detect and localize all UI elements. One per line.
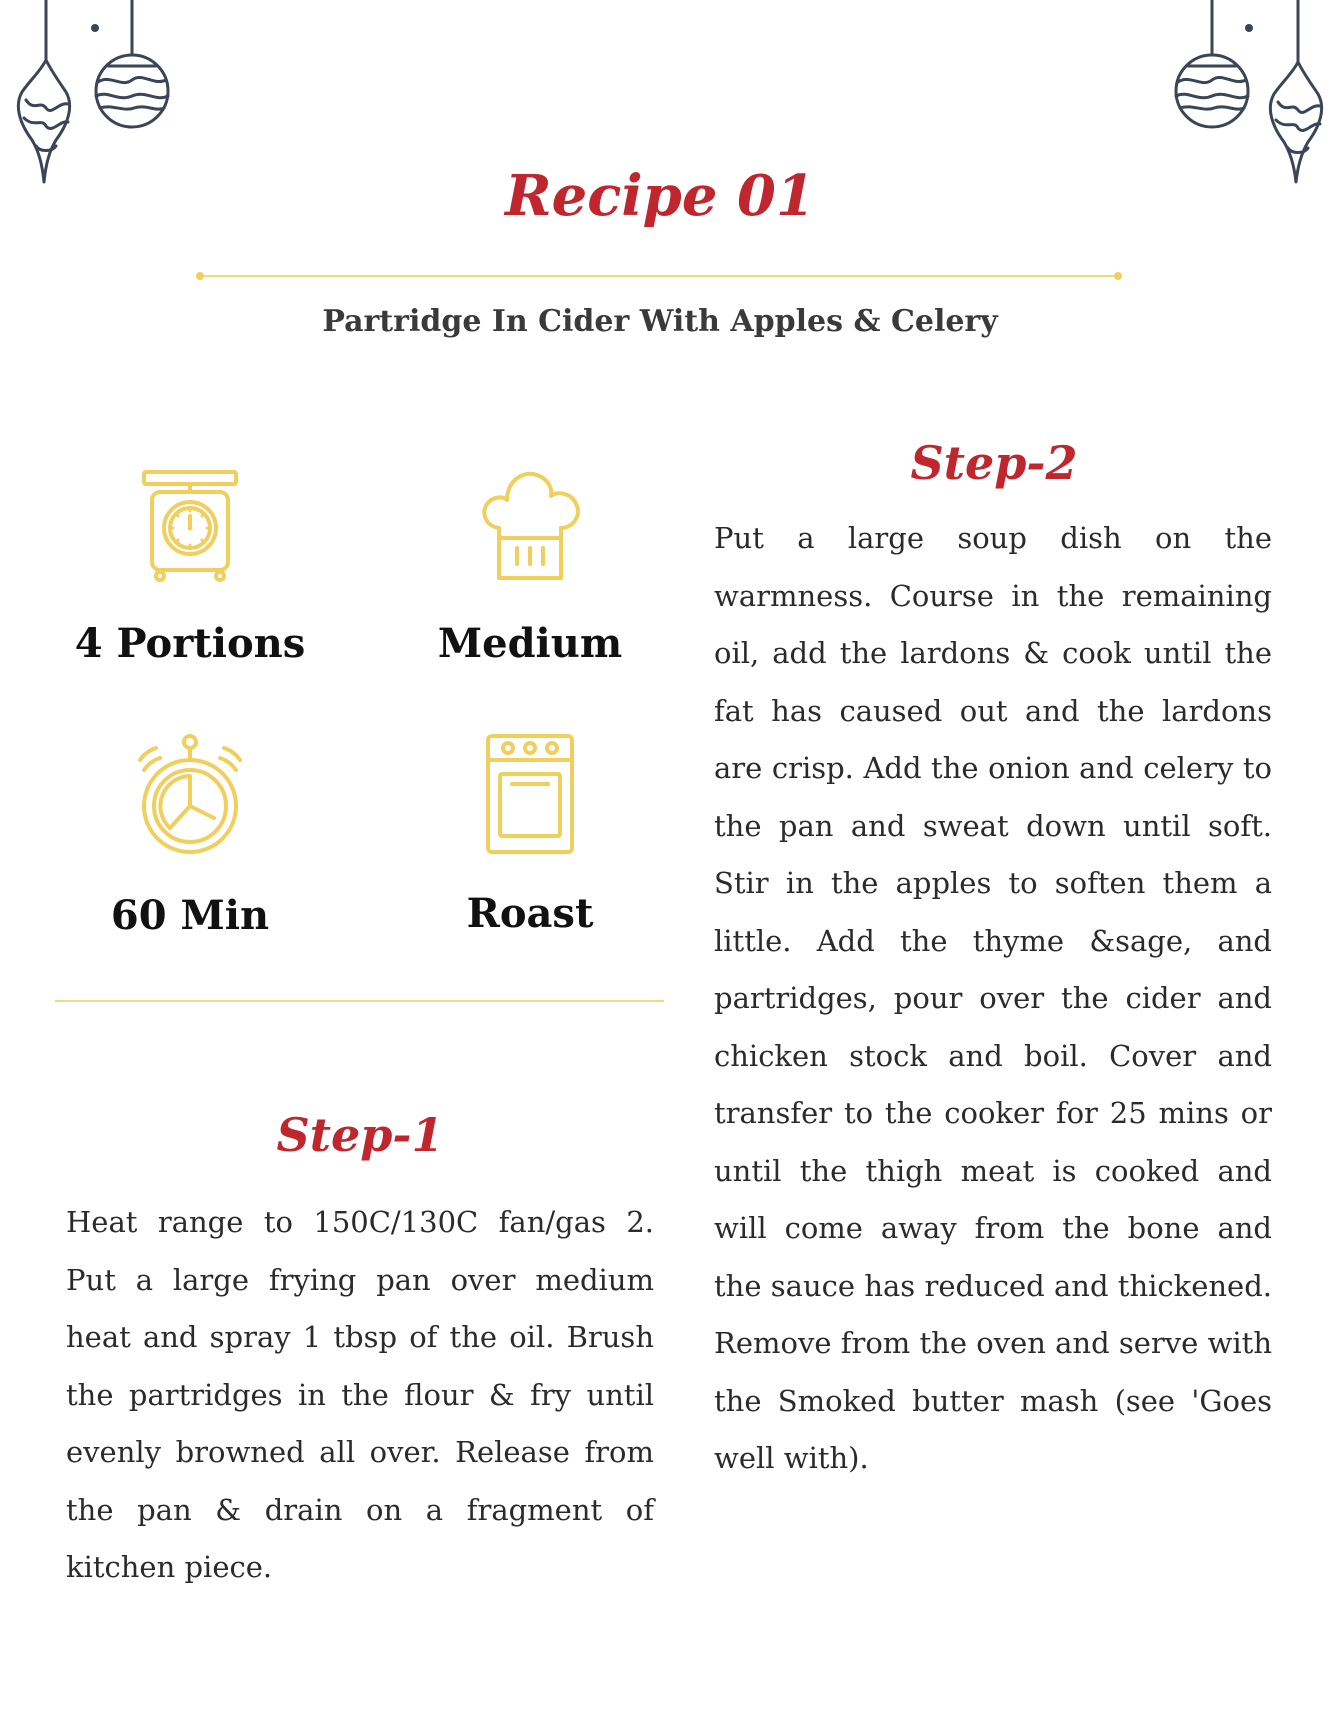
chef-hat-icon	[477, 466, 583, 586]
step-1-heading: Step-1	[276, 1108, 444, 1162]
hanging-ornaments-right-icon	[1154, 0, 1344, 190]
kitchen-scale-icon	[140, 466, 240, 586]
recipe-title: Recipe 01	[505, 163, 815, 229]
fact-method	[370, 732, 690, 937]
step-1-text: Heat range to 150C/130C fan/gas 2. Put a large frying pan over medium heat and spray 1 tbsp of the oil. Brush the partridges in the flour & fry until evenly browned all over. Release from the pan & drain on a fragment of kitchen piece.	[66, 1205, 654, 1584]
fact-difficulty	[370, 466, 690, 667]
oven-icon	[484, 732, 576, 856]
step-2-heading: Step-2	[910, 436, 1078, 490]
step-2-text: Put a large soup dish on the warmness. Course in the remaining oil, add the lardons & cook until the fat has caused out and the lardons are crisp. Add the onion and celery to the pan and sweat down until soft. Stir in the apples to soften them a little. Add the thyme &sage, and partridges, pour over the cider and chicken stock and boil. Cover and transfer to the cooker for 25 mins or until the thigh meat is cooked and will come away from the bone and the sauce has reduced and thickened. Remove from the oven and serve with the Smoked butter mash (see 'Goes well with).	[714, 521, 1272, 1475]
stopwatch-icon	[130, 732, 250, 858]
portions-label: 4 Portions	[74, 620, 306, 667]
fact-portions	[30, 466, 350, 667]
section-divider	[55, 1000, 664, 1002]
method-label: Roast	[466, 890, 594, 937]
recipe-subtitle: Partridge In Cider With Apples & Celery	[322, 304, 998, 339]
title-divider	[196, 270, 1122, 282]
fact-time	[30, 732, 350, 939]
hanging-ornaments-left-icon	[0, 0, 190, 190]
difficulty-label: Medium	[437, 620, 623, 667]
time-label: 60 Min	[110, 892, 270, 939]
